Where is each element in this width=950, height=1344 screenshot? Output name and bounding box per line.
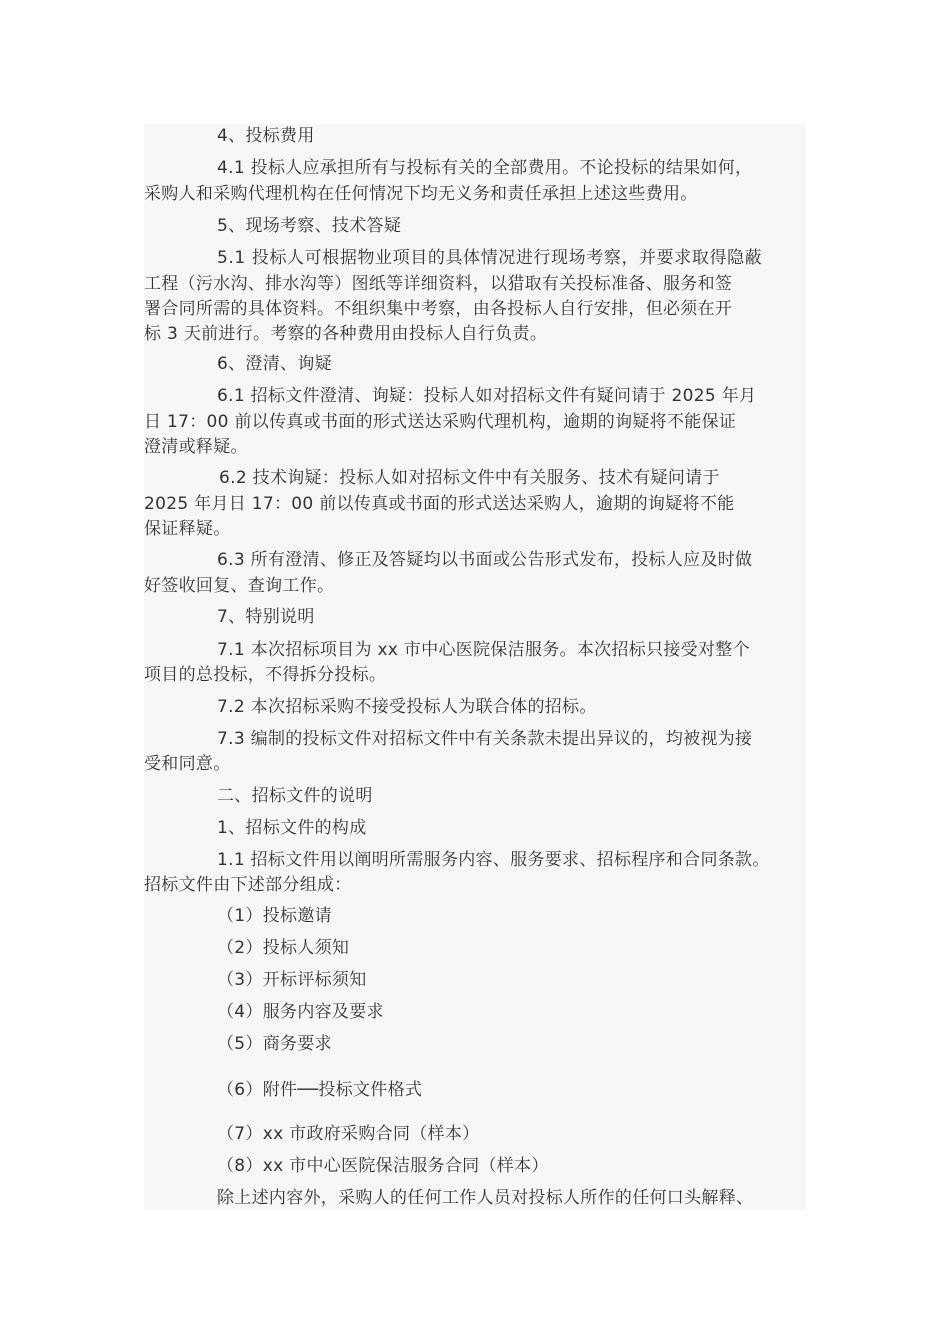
- paragraph-6-3-line-1: 6.3 所有澄清、修正及答疑均以书面或公告形式发布，投标人应及时做: [217, 550, 753, 570]
- paragraph-6-1-line-3: 澄清或释疑。: [144, 437, 248, 457]
- list-item-5: （5）商务要求: [217, 1034, 332, 1054]
- paragraph-5-1-line-1: 5.1 投标人可根据物业项目的具体情况进行现场考察，并要求取得隐蔽: [217, 248, 763, 268]
- heading-1-composition: 1、招标文件的构成: [217, 818, 367, 838]
- paragraph-7-3-line-1: 7.3 编制的投标文件对招标文件中有关条款未提出异议的，均被视为接: [217, 729, 753, 749]
- paragraph-1-1-line-2: 招标文件由下述部分组成：: [144, 875, 352, 895]
- paragraph-1-1-line-1: 1.1 招标文件用以阐明所需服务内容、服务要求、招标程序和合同条款。: [217, 850, 770, 870]
- list-item-7: （7）xx 市政府采购合同（样本）: [217, 1124, 480, 1144]
- heading-section-2: 二、招标文件的说明: [217, 786, 373, 806]
- paragraph-7-3-line-2: 受和同意。: [144, 754, 231, 774]
- paragraph-6-2-line-2: 2025 年月日 17：00 前以传真或书面的形式送达采购人，逾期的询疑将不能: [144, 494, 735, 514]
- heading-6-clarification: 6、澄清、询疑: [217, 354, 332, 374]
- paragraph-4-1-line-1: 4.1 投标人应承担所有与投标有关的全部费用。不论投标的结果如何，: [217, 158, 753, 178]
- paragraph-6-1-line-2: 日 17：00 前以传真或书面的形式送达采购代理机构，逾期的询疑将不能保证: [144, 412, 737, 432]
- list-item-4: （4）服务内容及要求: [217, 1002, 384, 1022]
- paragraph-6-2-line-1: 6.2 技术询疑：投标人如对招标文件中有关服务、技术有疑问请于: [219, 468, 720, 488]
- paragraph-closing-line-1: 除上述内容外，采购人的任何工作人员对投标人所作的任何口头解释、: [217, 1188, 754, 1208]
- list-item-2: （2）投标人须知: [217, 938, 350, 958]
- paragraph-6-3-line-2: 好签收回复、查询工作。: [144, 576, 335, 596]
- list-item-6: （6）附件──投标文件格式: [217, 1080, 423, 1100]
- heading-7-special-notes: 7、特别说明: [217, 607, 315, 627]
- paragraph-5-1-line-4: 标 3 天前进行。考察的各种费用由投标人自行负责。: [144, 324, 548, 344]
- heading-5-site-inspection: 5、现场考察、技术答疑: [217, 216, 402, 236]
- list-item-3: （3）开标评标须知: [217, 970, 367, 990]
- paragraph-7-2: 7.2 本次招标采购不接受投标人为联合体的招标。: [217, 697, 597, 717]
- paragraph-4-1-line-2: 采购人和采购代理机构在任何情况下均无义务和责任承担上述这些费用。: [144, 184, 698, 204]
- paragraph-7-1-line-1: 7.1 本次招标项目为 xx 市中心医院保洁服务。本次招标只接受对整个: [217, 640, 750, 660]
- paragraph-5-1-line-2: 工程（污水沟、排水沟等）图纸等详细资料，以猎取有关投标准备、服务和签: [144, 274, 733, 294]
- list-item-1: （1）投标邀请: [217, 906, 332, 926]
- list-item-8: （8）xx 市中心医院保洁服务合同（样本）: [217, 1156, 549, 1176]
- paragraph-6-1-line-1: 6.1 招标文件澄清、询疑：投标人如对招标文件有疑问请于 2025 年月: [217, 386, 757, 406]
- heading-4-bid-cost: 4、投标费用: [217, 126, 315, 146]
- paragraph-5-1-line-3: 署合同所需的具体资料。不组织集中考察，由各投标人自行安排，但必须在开: [144, 299, 733, 319]
- paragraph-6-2-line-3: 保证释疑。: [144, 519, 231, 539]
- paragraph-7-1-line-2: 项目的总投标，不得拆分投标。: [144, 665, 387, 685]
